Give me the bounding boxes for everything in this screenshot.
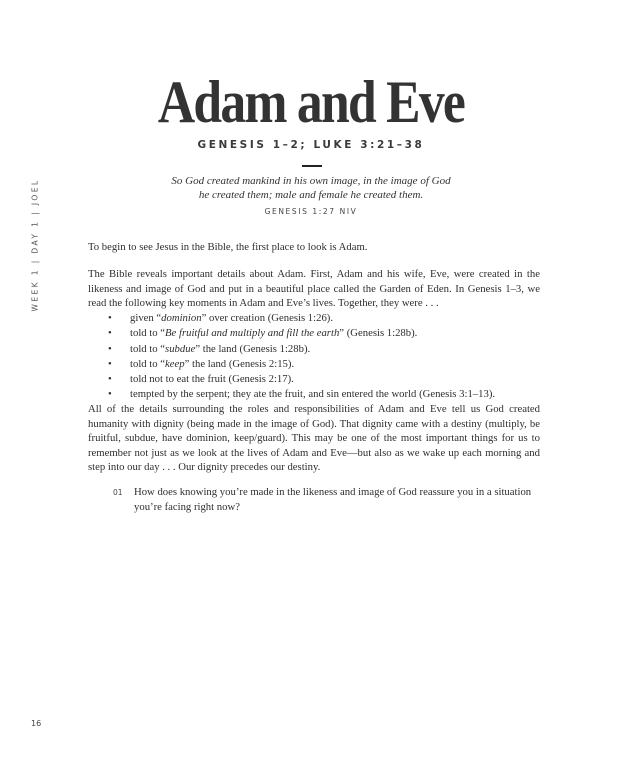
scripture-reading: GENESIS 1–2; LUKE 3:21–38 [197,139,425,151]
list-item [106,372,495,387]
list-item-text: told to “ [130,357,166,370]
bullet-icon: • [108,327,112,340]
list-item-text: keep [165,357,185,370]
list-item-text: ” (Genesis 1:28b). [339,327,418,340]
list-item-text: told to “ [130,342,166,355]
bullet-icon: • [108,342,112,355]
question-number: 01 [113,488,123,497]
bullet-icon: • [108,312,112,324]
running-header: WEEK 1 | DAY 1 | JOEL [30,178,40,312]
list-item [106,311,495,326]
page-number: 16 [31,719,42,728]
quote-line: So God created mankind in his own image, in the image of God [171,175,451,187]
bullet-icon: • [108,388,112,401]
list-item [106,357,495,372]
divider [302,165,322,167]
bullet-list [106,311,495,403]
page-title: Adam and Eve [157,69,465,135]
list-item [106,387,495,402]
bullet-icon: • [108,373,112,386]
quote-line: he created them; male and female he created them. [198,189,424,201]
list-item-text: ” the land (Genesis 2:15). [184,357,295,370]
list-item-text: told to “ [130,327,166,340]
body-paragraph: To begin to see Jesus in the Bible, the first place to look is Adam. [88,241,368,253]
list-item-text: Be fruitful and multiply and fill the earth [165,327,340,340]
list-item-text: told not to eat the fruit (Genesis 2:17). [130,373,294,386]
list-item [106,326,495,341]
question-text: How does knowing you’re made in the likeness and image of God reassure you in a situation you’re facing right now? [134,486,532,513]
list-item-text: ” over creation (Genesis 1:26). [201,312,334,324]
body-paragraph: The Bible reveals important details about Adam. First, Adam and his wife, Eve, were created in the likeness and image of God and put in a beautiful place called the Garden of Eden. In Genesis 1–3, we read the following key moments in Adam and Eve’s lives. Together, they were . . . [88,268,540,310]
list-item-text: tempted by the serpent; they ate the fruit, and sin entered the world (Genesis 3:1–13). [130,388,496,401]
list-item [106,342,495,357]
epigraph-quote [0,174,622,202]
list-item-text: subdue [165,342,196,355]
body-paragraph: All of the details surrounding the roles and responsibilities of Adam and Eve tell us God created humanity with dignity (being made in the image of God). That dignity came with a destiny (multiply, be fruitful, subdue, have dominion, keep/guard). This may be one of the most important things for us to remember not just as we look at the lives of Adam and Eve—but also as we wake up each morning and step into our day . . . Our dignity precedes our destiny. [88,403,540,474]
bullet-icon: • [108,357,112,370]
list-item-text: dominion [161,312,202,324]
list-item-text: ” the land (Genesis 1:28b). [195,342,311,355]
list-item-text: given “ [130,312,162,324]
quote-reference: GENESIS 1:27 NIV [264,207,358,216]
